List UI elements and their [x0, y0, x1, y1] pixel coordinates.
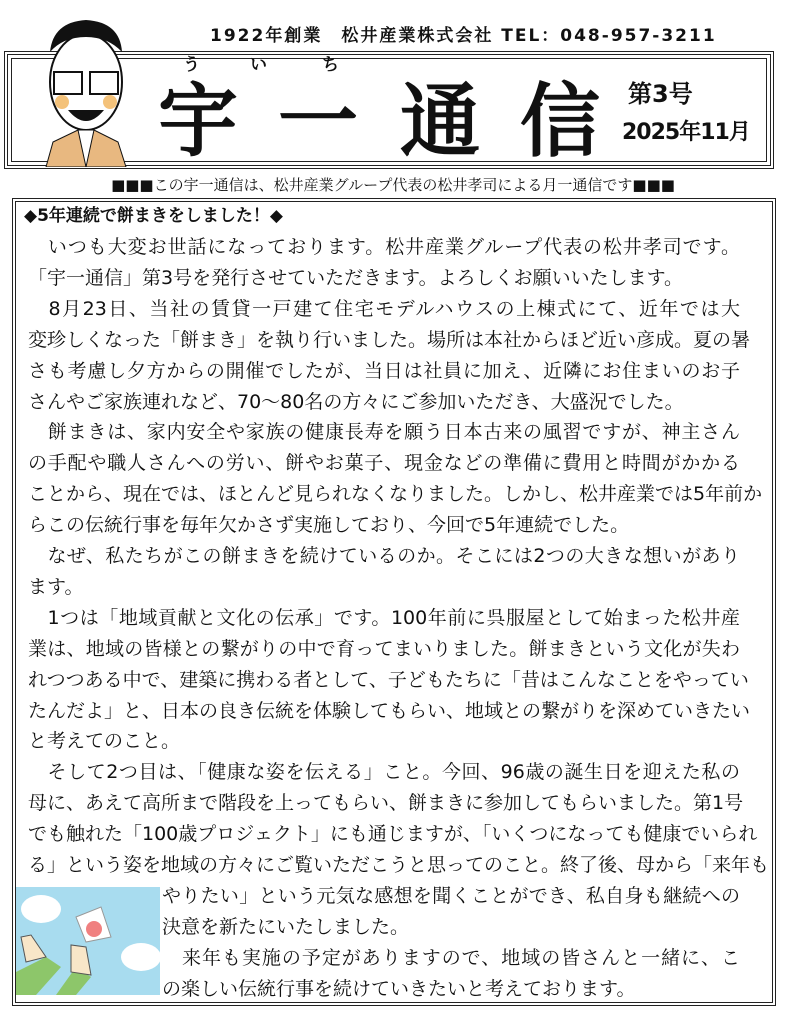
article-line: の楽しい伝統行事を続けていきたいと考えております。 [162, 977, 636, 1000]
article-line: さも考慮し夕方からの開催でしたが、当日は社員に加え、近隣にお住まいのお子 [28, 359, 740, 382]
article-line: 変珍しくなった「餅まき」を執り行いました。場所は本社からほど近い彦成。夏の暑 [28, 328, 751, 351]
article-line: たんだよ」と、日本の良き伝統を体験してもらい、地域との繋がりを深めていきたい [28, 699, 751, 722]
title-char: 信 [520, 75, 600, 168]
article-line: そして2つ目は、「健康な姿を伝える」こと。今回、96歳の誕生日を迎えた私の [28, 761, 740, 784]
title-char: 通 [400, 75, 480, 168]
article-line: と考えてのこと。 [28, 730, 181, 753]
article-line: る」という姿を地域の方々にご覧いただこうと思ってのこと。終了後、母から「来年も [28, 854, 770, 876]
article-line: 8月23日、当社の賃貸一戸建て住宅モデルハウスの上棟式にて、近年では大 [28, 297, 740, 320]
article-line: 業は、地域の皆様との繋がりの中で育ってまいりました。餅まきという文化が失わ [28, 637, 740, 660]
article-line: 母に、あえて高所まで階段を上ってもらい、餅まきに参加してもらいました。第1号 [28, 792, 744, 815]
article-line: ことから、現在では、ほとんど見られなくなりました。しかし、松井産業では5年前か [28, 483, 763, 506]
mochi-toss-illustration [16, 887, 160, 995]
article-line: でも触れた「100歳プロジェクト」にも通じますが、「いくつになっても健康でいられ [28, 823, 758, 846]
issue-date: 2025年11月 [622, 120, 750, 145]
issue-number: 第3号 [628, 80, 693, 108]
company-info: 1922年創業 松井産業株式会社 TEL：048-957-3211 [210, 26, 717, 46]
article-line: さんやご家族連れなど、70～80名の方々にご参加いただき、大盛況でした。 [28, 390, 684, 413]
ruby-chi: ち [322, 55, 339, 75]
ruby-i: い [250, 55, 267, 75]
portrait-illustration [38, 12, 133, 167]
article-line: 決意を新たにいたしました。 [162, 915, 410, 938]
article-line: れつつある中で、建築に携わる者として、子どもたちに「昔はこんなことをやってい [28, 668, 749, 691]
article-line: ます。 [28, 575, 84, 598]
article-heading: ◆5年連続で餅まきをしました！◆ [24, 206, 283, 226]
title-char: 宇 [158, 75, 238, 168]
article-line: らこの伝統行事を毎年欠かさず実施しており、今回で5年連続でした。 [28, 514, 630, 537]
article-line: の手配や職人さんへの労い、餅やお菓子、現金などの準備に費用と時間がかかる [28, 452, 740, 475]
article-line: 1つは「地域貢献と文化の伝承」です。100年前に呉服屋として始まった松井産 [28, 606, 740, 629]
article-line: 「宇一通信」第3号を発行させていただきます。よろしくお願いいたします。 [28, 266, 684, 289]
article-line: やりたい」という元気な感想を聞くことができ、私自身も継続への [162, 884, 740, 907]
article-line: 来年も実施の予定がありますので、地域の皆さんと一緒に、こ [162, 946, 740, 969]
ruby-u: う [183, 55, 200, 75]
title-char: 一 [278, 75, 358, 168]
article-line: なぜ、私たちがこの餅まきを続けているのか。そこには2つの大きな想いがあり [28, 545, 740, 567]
tagline: ■■■この宇一通信は、松井産業グループ代表の松井孝司による月一通信です■■■ [111, 176, 675, 194]
article-line: いつも大変お世話になっております。松井産業グループ代表の松井孝司です。 [28, 236, 740, 258]
article-line: 餅まきは、家内安全や家族の健康長寿を願う日本古来の風習ですが、神主さん [28, 421, 740, 444]
